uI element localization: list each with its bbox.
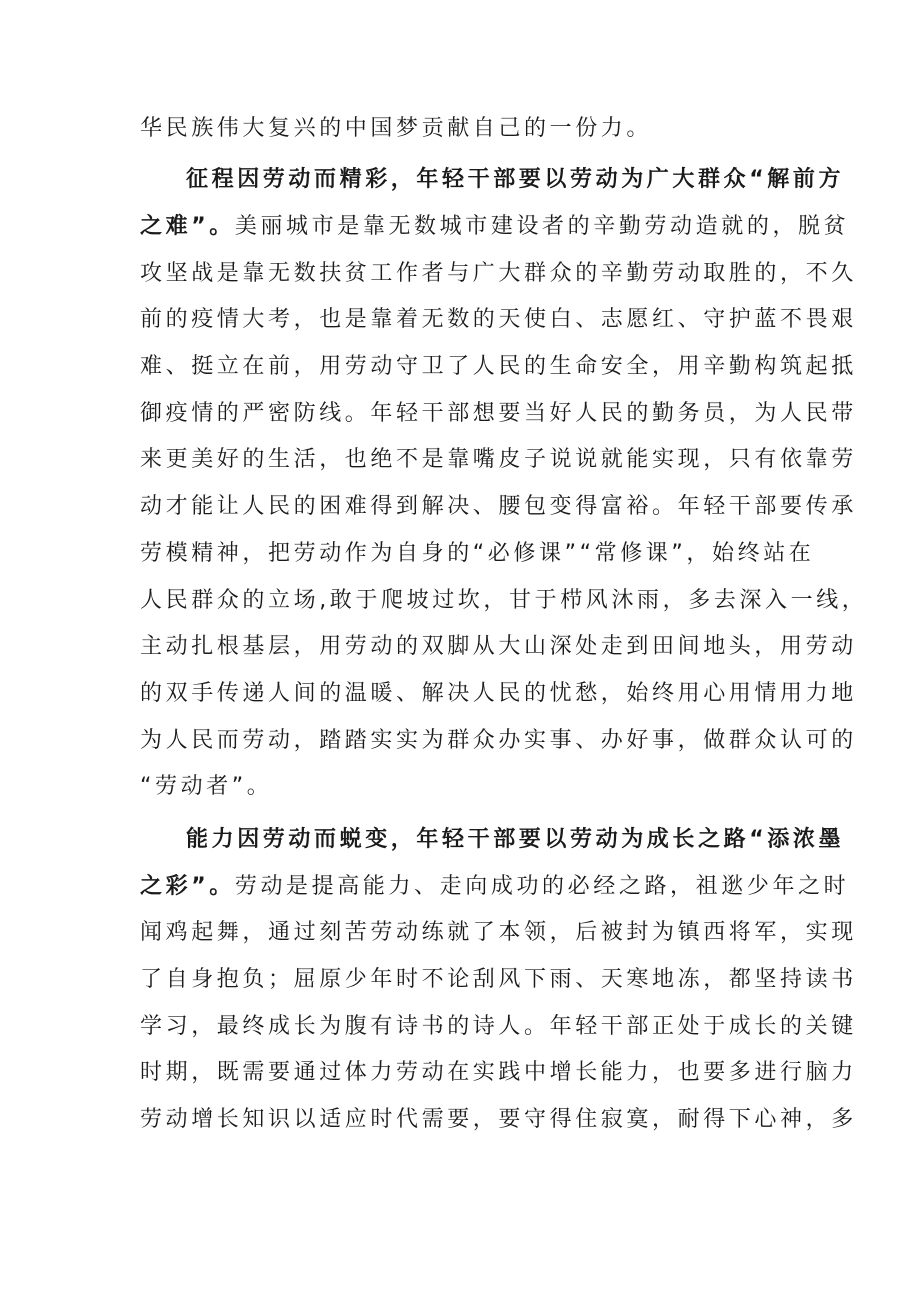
body-text: 来更美好的生活，也绝不是靠嘴皮子说说就能实现，只有依靠劳 xyxy=(140,447,857,472)
body-text: 为人民而劳动，踏踏实实为群众办实事、办好事，做群众认可的 xyxy=(140,728,857,753)
text-line xyxy=(140,492,857,522)
text-line xyxy=(140,632,857,662)
body-text: 难、挺立在前，用劳动守卫了人民的生命安全，用辛勤构筑起抵 xyxy=(140,354,857,379)
text-line xyxy=(140,212,849,242)
text-line xyxy=(140,1058,857,1088)
text-line xyxy=(140,872,849,902)
text-line xyxy=(140,965,857,995)
body-text: 美丽城市是靠无数城市建设者的辛勤劳动造就的，脱贫 xyxy=(234,214,850,239)
text-line xyxy=(186,825,844,855)
bold-text: 之难”。 xyxy=(140,214,235,239)
body-text: “劳动者”。 xyxy=(140,774,273,799)
body-text: 华民族伟大复兴的中国梦贡献自己的一份力。 xyxy=(140,116,653,141)
bold-text: 之彩”。 xyxy=(140,874,235,899)
body-text: 攻坚战是靠无数扶贫工作者与广大群众的辛勤劳动取胜的，不久 xyxy=(140,261,857,286)
body-text: 劳动增长知识以适应时代需要，要守得住寂寞，耐得下心神，多 xyxy=(140,1107,857,1132)
body-text: 动才能让人民的困难得到解决、腰包变得富裕。年轻干部要传承 xyxy=(140,494,857,519)
body-text: 前的疫情大考，也是靠着无数的天使白、志愿红、守护蓝不畏艰 xyxy=(140,307,857,332)
body-text: 闻鸡起舞，通过刻苦劳动练就了本领，后被封为镇西将军，实现 xyxy=(140,920,857,945)
text-line xyxy=(186,165,844,195)
text-line xyxy=(140,114,652,144)
text-line xyxy=(140,539,814,569)
body-text: 劳动是提高能力、走向成功的必经之路，祖逖少年之时 xyxy=(234,874,850,899)
body-text: 主动扎根基层，用劳动的双脚从大山深处走到田间地头，用劳动 xyxy=(140,634,857,659)
text-line xyxy=(140,259,857,289)
body-text: 学习，最终成长为腹有诗书的诗人。年轻干部正处于成长的关键 xyxy=(140,1014,857,1039)
text-line xyxy=(140,772,272,802)
text-line xyxy=(140,399,857,429)
body-text: 人民群众的立场,敢于爬坡过坎，甘于栉风沐雨，多去深入一线， xyxy=(140,588,868,613)
text-line xyxy=(140,305,857,335)
text-line xyxy=(140,445,857,475)
body-text: 劳模精神，把劳动作为自身的“必修课”“常修课”，始终站在 xyxy=(140,541,815,566)
body-text: 御疫情的严密防线。年轻干部想要当好人民的勤务员，为人民带 xyxy=(140,401,857,426)
text-line xyxy=(140,918,857,948)
text-line xyxy=(140,679,857,709)
text-line xyxy=(140,1012,857,1042)
bold-text: 能力因劳动而蜕变，年轻干部要以劳动为成长之路“添浓墨 xyxy=(186,827,845,852)
text-line xyxy=(140,1105,857,1135)
body-text: 时期，既需要通过体力劳动在实践中增长能力，也要多进行脑力 xyxy=(140,1060,857,1085)
text-line xyxy=(140,726,857,756)
bold-text: 征程因劳动而精彩，年轻干部要以劳动为广大群众“解前方 xyxy=(186,167,845,192)
body-text: 了自身抱负；屈原少年时不论刮风下雨、天寒地冻，都坚持读书 xyxy=(140,967,857,992)
text-line xyxy=(140,352,857,382)
body-text: 的双手传递人间的温暖、解决人民的忧愁，始终用心用情用力地 xyxy=(140,681,857,706)
text-line xyxy=(140,586,867,616)
